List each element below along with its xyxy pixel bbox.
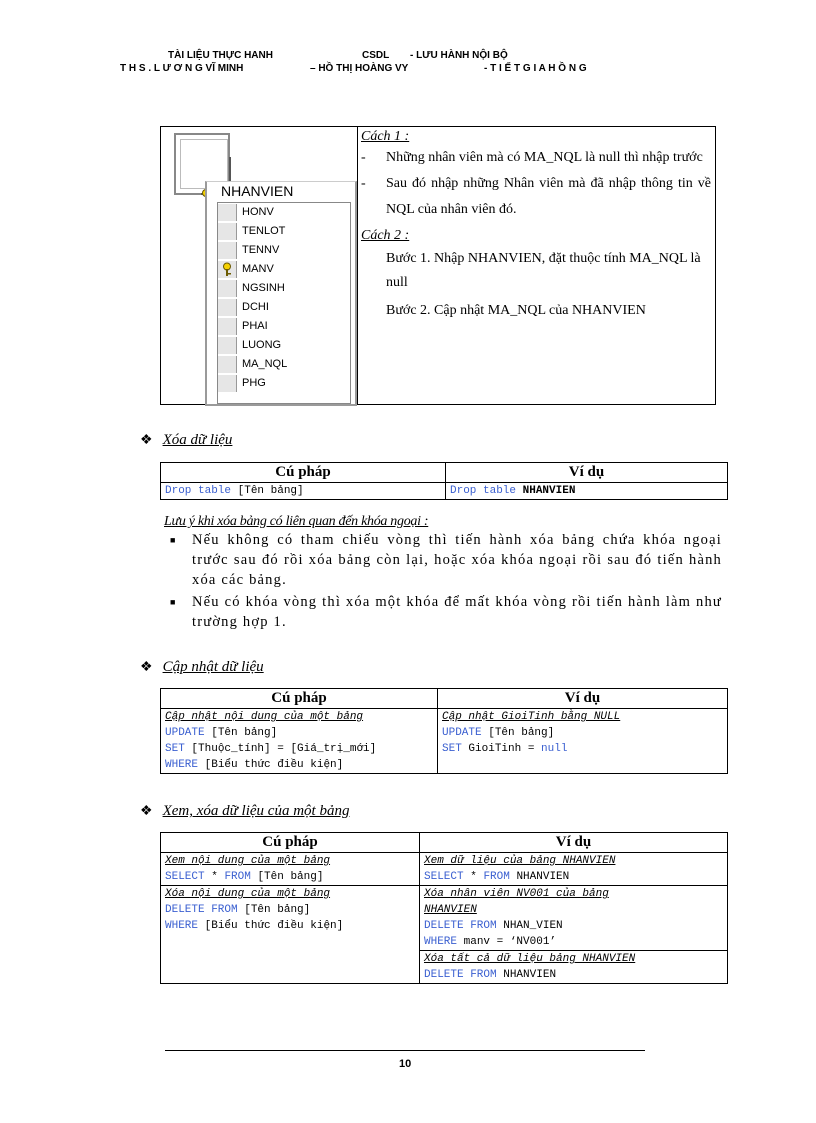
update-table (160, 688, 728, 774)
drop-bullet: ■ Nếu không có tham chiếu vòng thì tiến hành xóa bảng chứa khóa ngoại trước sau đó rồi xóa bảng còn lại, hoặc xóa khóa ngoại rồi sau đó tiến hành xóa các bảng. (170, 532, 722, 588)
drop-syntax-cell: Drop table [Tên bảng] (161, 483, 446, 500)
select-example-cell: Xem dữ liệu của bảng NHANVIEN SELECT * FROM NHANVIEN (420, 853, 728, 886)
header-doc-type: TÀI LIỆU THỰC HANH (168, 50, 273, 61)
insert-methods (361, 129, 711, 323)
method-1-label: Cách 1 : (361, 129, 410, 144)
drop-note: Lưu ý khi xóa bảng có liên quan đến khóa ngoại : (164, 514, 429, 529)
col-header: Ví dụ (420, 833, 728, 853)
insert-order-box (160, 126, 716, 405)
delete-syntax-cell: Xóa nội dung của một bảng DELETE FROM [Tên bảng] WHERE [Biểu thức điều kiện] (161, 886, 420, 984)
box-divider (357, 127, 358, 404)
delete-all-example-cell: Xóa tất cả dữ liệu bảng NHANVIEN DELETE FROM NHANVIEN (420, 951, 728, 984)
footer-rule (165, 1050, 645, 1051)
update-example-cell: Cập nhật GioiTinh bằng NULL UPDATE [Tên bảng] SET GioiTinh = null (438, 709, 728, 774)
header-circulation: - LƯU HÀNH NỘI BỘ (410, 50, 508, 61)
col-header: Ví dụ (446, 463, 728, 483)
field-row: HONV (218, 203, 348, 222)
table-title: NHANVIEN (221, 183, 294, 199)
header-author-1: T H S . L Ư Ơ N G VĨ MINH (120, 63, 244, 74)
diamond-bullet-icon: ❖ (140, 804, 153, 819)
field-list (217, 202, 351, 404)
drop-example-cell: Drop table NHANVIEN (446, 483, 728, 500)
field-row-key: MANV (218, 260, 348, 279)
nhanvien-table (205, 181, 357, 406)
drop-table (160, 462, 728, 500)
method-2-step-1: Bước 1. Nhập NHANVIEN, đặt thuộc tính MA_NQL là null (386, 251, 701, 290)
col-header: Ví dụ (438, 689, 728, 709)
col-header: Cú pháp (161, 689, 438, 709)
section-view-title: ❖ Xem, xóa dữ liệu của một bảng (140, 803, 350, 819)
method-2-label: Cách 2 : (361, 228, 410, 243)
field-row: PHAI (218, 317, 348, 336)
view-delete-table (160, 832, 728, 984)
page-number: 10 (399, 1058, 412, 1070)
primary-key-icon (221, 262, 233, 277)
field-row: NGSINH (218, 279, 348, 298)
field-row: LUONG (218, 336, 348, 355)
diamond-bullet-icon: ❖ (140, 433, 153, 448)
col-header: Cú pháp (161, 463, 446, 483)
header-author-3: - T I Ế T G I A H Ồ N G (484, 63, 587, 74)
field-row: TENNV (218, 241, 348, 260)
field-row: DCHI (218, 298, 348, 317)
delete-example-cell: Xóa nhân viên NV001 của bảng NHANVIEN DELETE FROM NHAN_VIEN WHERE manv = ‘NV001’ (420, 886, 728, 951)
update-syntax-cell: Cập nhật nội dung của một bảng UPDATE [Tên bảng] SET [Thuộc_tính] = [Giá_trị_mới] WHERE [Biểu thức điều kiện] (161, 709, 438, 774)
method-2-step-2: Bước 2. Cập nhật MA_NQL của NHANVIEN (386, 303, 646, 318)
drop-bullet: ■ Nếu có khóa vòng thì xóa một khóa để mất khóa vòng rồi tiến hành làm như trường hợp 1. (170, 594, 722, 630)
section-drop-title: ❖ Xóa dữ liệu (140, 432, 233, 448)
header-author-2: – HỒ THỊ HOÀNG VY (310, 63, 409, 74)
field-row: PHG (218, 374, 348, 393)
select-syntax-cell: Xem nội dung của một bảng SELECT * FROM [Tên bảng] (161, 853, 420, 886)
header-subject: CSDL (362, 50, 390, 61)
method-1-item: - Sau đó nhập những Nhân viên mà đã nhập thông tin về NQL của nhân viên đó. (361, 176, 711, 217)
field-row: TENLOT (218, 222, 348, 241)
field-row: MA_NQL (218, 355, 348, 374)
er-diagram (161, 127, 357, 404)
section-update-title: ❖ Cập nhật dữ liệu (140, 659, 264, 675)
method-1-item: - Những nhân viên mà có MA_NQL là null thì nhập trước (361, 150, 703, 165)
col-header: Cú pháp (161, 833, 420, 853)
diamond-bullet-icon: ❖ (140, 660, 153, 675)
